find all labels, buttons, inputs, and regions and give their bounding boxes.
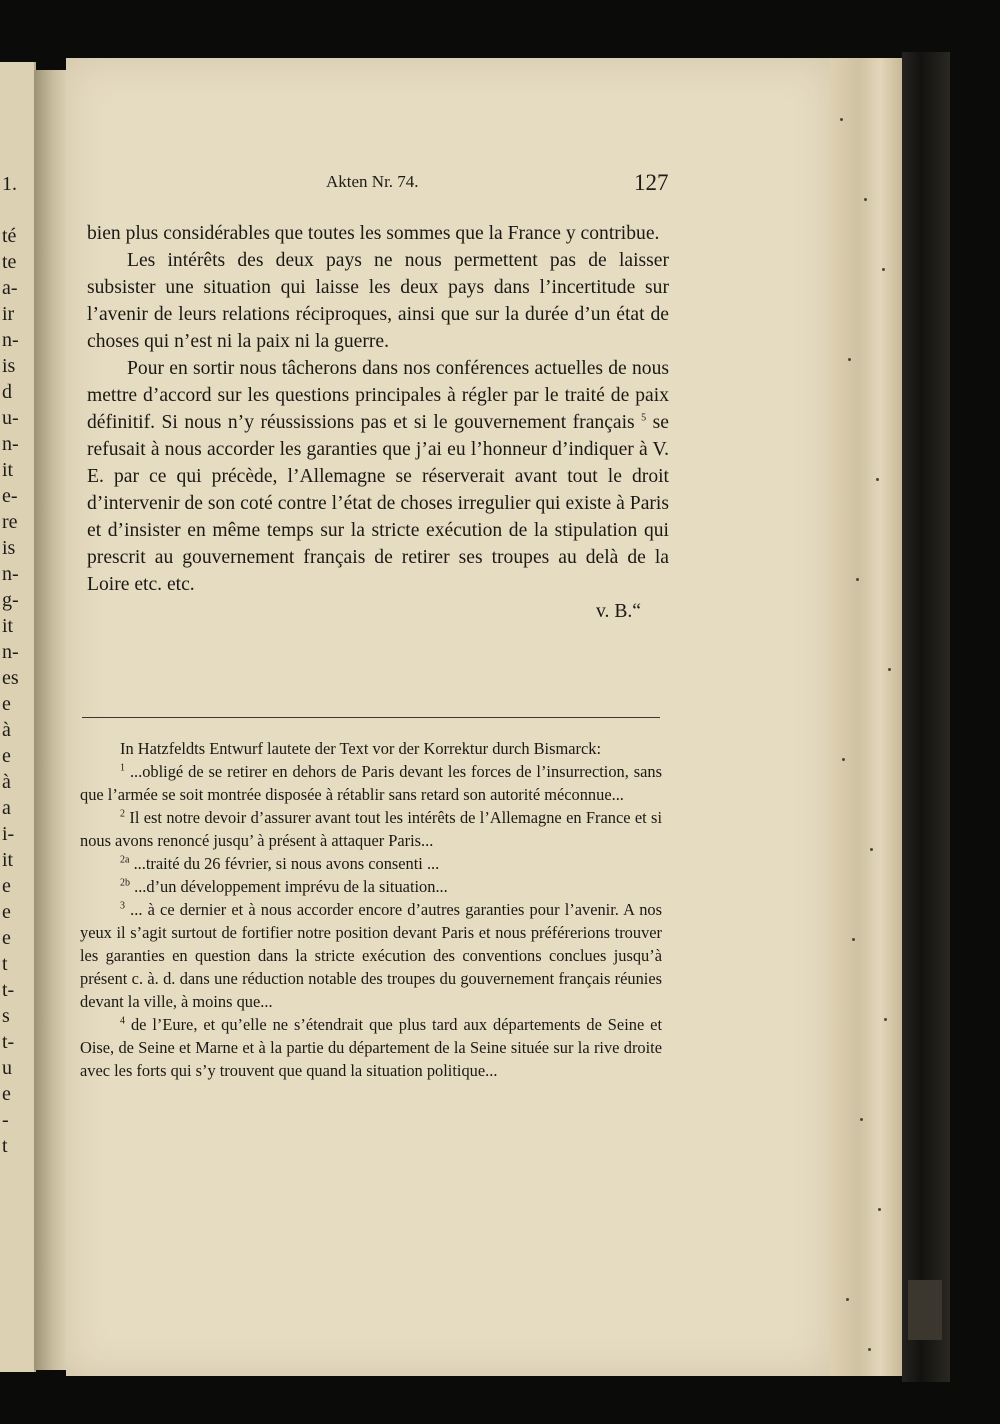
page-number: 127 <box>634 170 669 195</box>
margin-fragment: d <box>2 381 12 403</box>
cover-corner <box>908 1280 942 1340</box>
margin-fragment: n- <box>2 433 19 455</box>
margin-fragment: n- <box>2 641 19 663</box>
margin-fragment: is <box>2 355 16 377</box>
margin-fragment: re <box>2 511 18 533</box>
footnote-mark: 4 <box>120 1015 125 1027</box>
footnote-text: ...obligé de se retirer en dehors de Paris devant les forces de l’insurrection, sans que l’armée se soit montrée disposée à rétablir sans retard son autorité méconnue... <box>80 762 662 804</box>
footnote-mark: 2a <box>120 854 130 866</box>
page-edges <box>830 58 902 1376</box>
margin-fragment: u- <box>2 407 19 429</box>
margin-fragment: u <box>2 1057 12 1079</box>
book-cover <box>902 52 950 1382</box>
margin-fragment: a <box>2 797 11 819</box>
paragraph: Les intérêts des deux pays ne nous permettent pas de laisser subsister une situation qui laisse les deux pays dans l’incertitude sur l’avenir de leurs relations réciproques, ainsi que sur la durée d’un état de choses qui n’est ni la paix ni la guerre. <box>87 250 669 352</box>
footnote-text: ... à ce dernier et à nous accorder encore d’autres garanties pour l’avenir. A nos yeux il s’agit surtout de fortifier notre position devant Paris et nous préférerions trouver les garanties en question dans la stricte exécution des conventions conclues jusqu’à présent c. à. d. dans une réduction notable des troupes du gouvernement français réunies devant la ville, à moins que... <box>80 900 662 1011</box>
margin-fragment: té <box>2 225 17 247</box>
margin-fragment: it <box>2 615 14 637</box>
margin-fragment: i- <box>2 823 15 845</box>
facing-page-edge <box>0 62 36 1372</box>
footnote <box>80 760 662 806</box>
footnote-intro: In Hatzfeldts Entwurf lautete der Text vor der Korrektur durch Bismarck: <box>120 739 601 758</box>
book-gutter <box>34 70 66 1370</box>
margin-fragment: t- <box>2 979 15 1001</box>
paragraph <box>87 355 669 598</box>
margin-fragment: te <box>2 251 17 273</box>
footnote-text: ...traité du 26 février, si nous avons consenti ... <box>133 854 440 873</box>
footnote-mark: 2b <box>120 877 130 889</box>
margin-fragment: s <box>2 1005 10 1027</box>
footnote <box>80 875 662 898</box>
footnote-mark: 1 <box>120 762 125 774</box>
margin-fragment: e- <box>2 485 18 507</box>
margin-fragment: a- <box>2 277 18 299</box>
paragraph-text: se refusait à nous accorder les garanties que j’ai eu l’honneur d’indiquer à V. E. par ce qui précède, l’Allemagne se réserverait avant tout le droit d’intervenir de son coté contre l’état de choses irregulier qui existe à Paris et d’insister en même temps sur la stricte exécution de la stipulation qui prescrit au gouvernement français de retirer ses troupes au delà de la Loire etc. etc. <box>87 412 669 595</box>
margin-fragment: e <box>2 901 11 923</box>
paragraph: bien plus considérables que toutes les sommes que la France y contribue. <box>87 223 660 244</box>
margin-fragment: it <box>2 849 14 871</box>
footnote-mark: 3 <box>120 900 125 912</box>
margin-fragment: it <box>2 459 14 481</box>
margin-fragment: e <box>2 875 11 897</box>
margin-fragment: à <box>2 719 11 741</box>
footnote-divider <box>82 717 660 718</box>
footnote <box>80 806 662 852</box>
footnotes <box>80 737 662 1082</box>
margin-fragment: ir <box>2 303 15 325</box>
footnote <box>80 852 662 875</box>
margin-fragment: t <box>2 1135 8 1157</box>
footnote-text: ...d’un développement imprévu de la situation... <box>134 877 448 896</box>
margin-fragment: t <box>2 953 8 975</box>
footnote <box>80 1013 662 1082</box>
footnote-text: Il est notre devoir d’assurer avant tout les intérêts de l’Allemagne en France et si nous avons renoncé jusqu’ à présent à attaquer Paris... <box>80 808 662 850</box>
margin-fragment: e <box>2 1083 11 1105</box>
margin-fragment: is <box>2 537 16 559</box>
margin-fragment: - <box>2 1109 9 1131</box>
margin-fragment: à <box>2 771 11 793</box>
main-text <box>87 220 669 625</box>
footnote-text: de l’Eure, et qu’elle ne s’étendrait que plus tard aux départements de Seine et Oise, de Seine et Marne et à la partie du département de la Seine située sur la rive droite avec les forts qui s’y trouvent que quand la situation politique... <box>80 1015 662 1080</box>
margin-fragment: n- <box>2 563 19 585</box>
footnote <box>80 898 662 1013</box>
paragraph-text: Pour en sortir nous tâcherons dans nos conférences actuelles de nous mettre d’accord sur les questions principales à régler par le traité de paix définitif. Si nous n’y réussissions pas et si le gouvernement français <box>87 358 669 433</box>
margin-fragment: n- <box>2 329 19 351</box>
footnote-mark: 2 <box>120 808 125 820</box>
margin-fragment: es <box>2 667 19 689</box>
margin-fragment: e <box>2 693 11 715</box>
margin-fragment: g- <box>2 589 19 611</box>
margin-fragment: e <box>2 745 11 767</box>
margin-fragment: t- <box>2 1031 15 1053</box>
running-head: Akten Nr. 74. <box>326 172 419 191</box>
margin-fragment: 1. <box>2 173 17 195</box>
signature: v. B.“ <box>596 601 641 622</box>
margin-fragment: e <box>2 927 11 949</box>
footnote-ref: 5 <box>641 412 647 424</box>
